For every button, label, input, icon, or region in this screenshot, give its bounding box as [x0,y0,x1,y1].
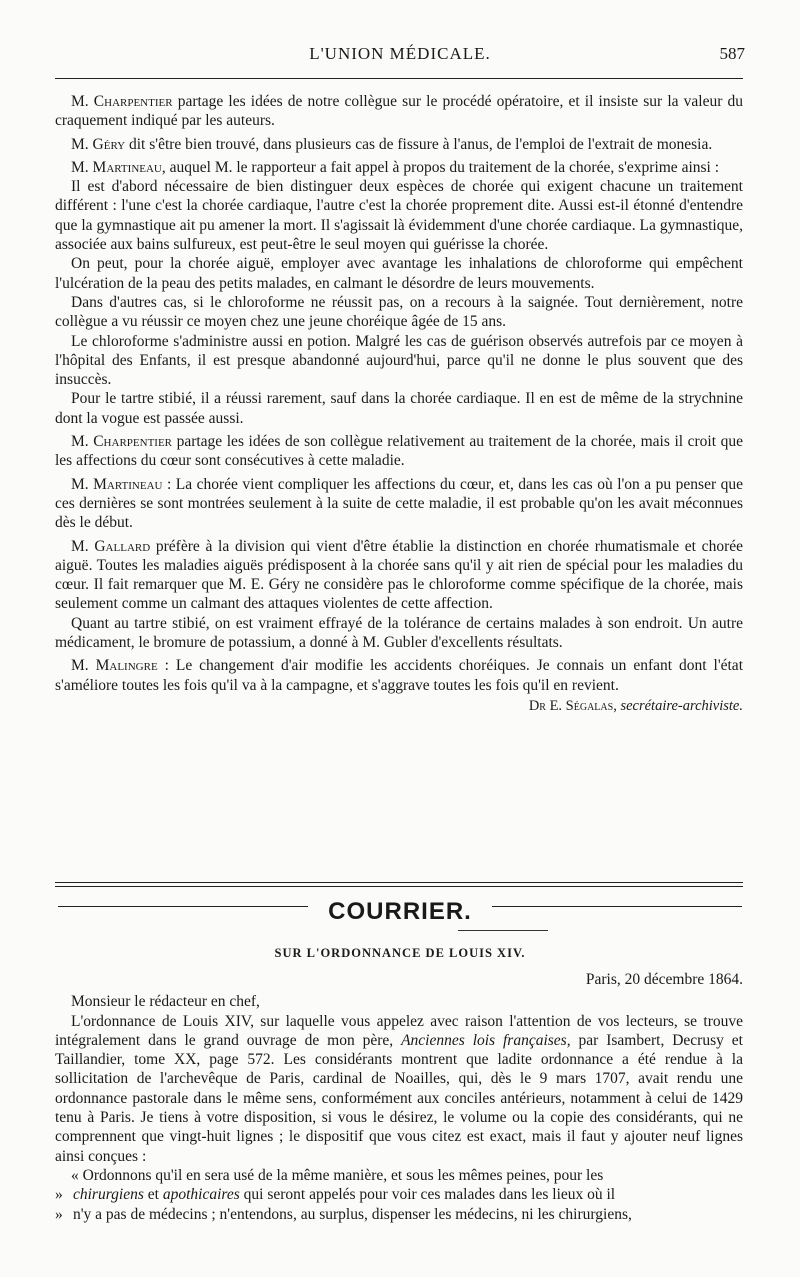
speaker-name: M. Charpentier [71,433,173,451]
speaker-name: M. Gallard [71,537,151,555]
speaker-name: M. Martineau, [71,158,166,176]
paragraph-text: partage les idées de notre collègue sur le procédé opératoire, et il insiste sur la valeur du craquement indiqué par les auteurs. [55,93,743,130]
quote-italic: apothicaires [162,1186,240,1204]
signature-name: Dr E. Ségalas [528,697,614,714]
quote-text: « Ordonnons qu'il en sera usé de la même manière, et sous les mêmes peines, pour les [71,1166,604,1184]
paragraph: Quant au tartre stibié, on est vraiment effrayé de la tolérance de certains malades à son endroit. Un autre médicament, le bromure de potassium, a donné à M. Gubler d'excellents résultats. [55,614,743,652]
speaker-name: M. Malingre : [71,657,169,675]
section-divider [55,882,743,887]
quote-line [55,1185,743,1204]
speaker-name: M. Martineau : [71,475,172,493]
quote-text: qui seront appelés pour voir ces malades dans les lieux où il [239,1186,616,1204]
paragraph: Dans d'autres cas, si le chloroforme ne réussit pas, on a recours à la saignée. Tout dernièrement, notre collègue a vu réussir ce moyen chez une jeune choréique âgée de 15 ans. [55,293,743,331]
speaker-name: M. Charpentier [71,93,173,110]
page-number: 587 [719,44,745,63]
paragraph: Le chloroforme s'administre aussi en potion. Malgré les cas de guérison observés autrefois par ce moyen à l'hôpital des Enfants, il est presque abandonné aujourd'hui, parce qu'il ne donne le plus souvent que des insuccès. [55,332,743,389]
paragraph-text: par Isambert, Decrusy et Taillandier, tome XX, page 572. Les considérants montrent que ladite ordonnance a été rendue à la sollicitation de l'archevêque de Paris, cardinal de Noailles, qui, dès le 9 mars 1707, avait rendu une ordonnance pastorale dans le même sens, conformément aux conciles antérieurs, notamment à celui de 1429 tenu à Paris. Je tiens à votre disposition, si vous le désirez, le volume ou la copie des considérants, qui ne comprennent que vingt-huit lignes ; le dispositif que vous citez est exact, mais il faut y ajouter neuf lignes ainsi conçues : [55,1031,743,1165]
paragraph-text: Le changement d'air modifie les accidents choréiques. Je connais un enfant dont l'état s'améliore toutes les fois qu'il va à la campagne, et s'aggrave toutes les fois qu'il en revient. [55,657,743,694]
salutation: Monsieur le rédacteur en chef, [71,993,260,1011]
paragraph [55,1012,743,1166]
paragraph: Il est d'abord nécessaire de bien distinguer deux espèces de chorée qui exigent chacune un traitement différent : l'une c'est la chorée cardiaque, l'autre c'est la chorée proprement dite. Aussi est-il étonné d'entendre que la gymnastique ait pu amener la mort. Il s'agissait là évidemment d'une chorée cardiaque. La gymnastique, associée aux bains sulfureux, est peut-être le seul moyen qui guérisse la chorée. [55,178,743,254]
paragraph-text: dit s'être bien trouvé, dans plusieurs cas de fissure à l'anus, de l'emploi de l'extrait de monesia. [125,135,713,153]
book-title: Anciennes lois françaises, [401,1031,571,1049]
header-rule [55,78,743,79]
paragraph-text: partage les idées de son collègue relativement au traitement de la chorée, mais il croit que les affections du cœur sont consécutives à cette maladie. [55,433,743,470]
quote-line [55,1166,743,1185]
paragraph [55,92,743,131]
paragraph-text: La chorée vient compliquer les affections du cœur, et, dans les cas où l'on a pu penser que ces dernières se sont montrées seulement à la suite de cette maladie, il est probable qu'on les avait méconnues dès le début. [55,475,743,532]
speaker-name: M. Géry [71,135,126,153]
paragraph-text: L'ordonnance de Louis XIV, sur laquelle vous appelez avec raison l'attention de vos lecteurs, se trouve intégralement dans le grand ouvrage de mon père, [55,1012,743,1049]
paragraph [55,656,743,695]
paragraph [55,135,743,154]
paragraph: Pour le tartre stibié, il a réussi rarement, sauf dans la chorée cardiaque. Il en est de même de la strychnine dont la vogue est passée aussi. [55,390,743,427]
signature-role: secrétaire-archiviste. [620,697,743,714]
article-subheading: SUR L'ORDONNANCE DE LOUIS XIV. [274,946,526,960]
paragraph-text: préfère à la division qui vient d'être établie la distinction en chorée rhumatismale et chorée aiguë. Toutes les maladies aiguës prédisposent à la chorée sans qu'il y ait rien de spécial pour les maladies du cœur. Il fait remarquer que M. E. Géry ne considère pas le chloroforme comme spécifique de la chorée, mais seulement comme un calmant des attaques violentes de cette affection. [55,537,743,613]
quote-text: n'y a pas de médecins ; n'entendons, au surplus, dispenser les médecins, ni les chirurgiens, [73,1205,632,1223]
quote-text: et [143,1186,163,1204]
signature: Dr E. Ségalas, secrétaire-archiviste. [528,697,743,714]
quote-italic: chirurgiens [73,1186,144,1204]
paragraph [55,432,743,471]
paragraph [55,537,743,614]
discussion-section [55,92,743,716]
quote-mark: » [55,1186,63,1204]
dateline: Paris, 20 décembre 1864. [585,971,743,988]
paragraph: On peut, pour la chorée aiguë, employer avec avantage les inhalations de chloroforme qui empêchent l'ulcération de la peau des petits malades, en calmant le désordre de leurs mouvements. [55,255,743,292]
quote-line [55,1205,743,1224]
quote-mark: » [55,1205,63,1223]
letter-section [55,970,743,1224]
paragraph-text: auquel M. le rapporteur a fait appel à propos du traitement de la chorée, s'exprime ainsi : [165,158,720,176]
paragraph [55,158,743,177]
short-rule [458,930,548,931]
running-title: L'UNION MÉDICALE. [309,44,491,63]
page-header [55,44,745,72]
section-title: COURRIER. [328,898,472,925]
quotation [55,1166,743,1224]
paragraph [55,475,743,533]
